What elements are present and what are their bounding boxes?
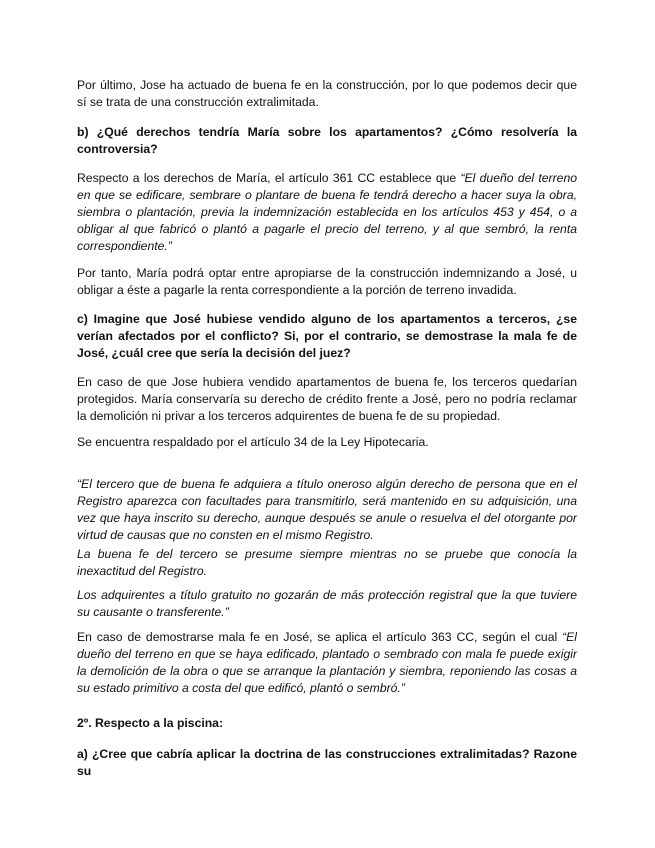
question-a-heading: a) ¿Cree que cabría aplicar la doctrina de las construcciones extralimitadas? Razone su (77, 747, 577, 778)
paragraph-good-faith-conclusion: Por último, Jose ha actuado de buena fe en la construcción, por lo que podemos decir que sí se trata de una construcción extralimitada. (77, 78, 577, 109)
paragraph-ley-hipotecaria: Se encuentra respaldado por el artículo 34 de la Ley Hipotecaria. (77, 435, 429, 449)
quote-article-34-part1: “El tercero que de buena fe adquiera a título oneroso algún derecho de persona que en el Registro aparezca con facultades para transmitirlo, será mantenido en su adquisición, una vez que haya inscrito su derecho, aunque después se anule o resuelva el del otorgante por virtud de causas que no consten en el mismo Registro. (77, 477, 577, 542)
article-363-intro: En caso de demostrarse mala fe en José, se aplica el artículo 363 CC, según el cual (77, 630, 563, 644)
paragraph-maria-options: Por tanto, María podrá optar entre apropiarse de la construcción indemnizando a José, u obligar a éste a pagarle la renta correspondiente a la porción de terreno invadida. (77, 266, 577, 297)
paragraph-third-parties: En caso de que Jose hubiera vendido apartamentos de buena fe, los terceros quedarían protegidos. María conservaría su derecho de crédito frente a José, pero no podría reclamar la demolición ni privar a los terceros adquirentes de buena fe de su propiedad. (77, 375, 577, 423)
question-c-heading: c) Imagine que José hubiese vendido alguno de los apartamentos a terceros, ¿se verían afectados por el conflicto? Si, por el contrario, se demostrase la mala fe de José, ¿cuál cree que sería la decisión del juez? (77, 312, 577, 360)
article-363-quote: “El dueño del terreno en que se haya edificado, plantado o sembrado con mala fe puede exigir la demolición de la obra o que se arranque la plantación y siembra, reponiendo las cosas a su estado primitivo a costa del que edificó, plantó o sembró.” (77, 630, 577, 695)
article-361-intro: Respecto a los derechos de María, el artículo 361 CC establece que (77, 171, 461, 185)
article-361-quote: “El dueño del terreno en que se edificare, sembrare o plantare de buena fe tendrá derecho a hacer suya la obra, siembra o plantación, previa la indemnización establecida en los artículos 453 y 454, o a obligar al que fabricó o plantó a pagarle el precio del terreno, y al que sembró, la renta correspondiente.” (77, 171, 578, 253)
paragraph-article-361 (77, 170, 577, 255)
quote-article-34-part2: La buena fe del tercero se presume siempre mientras no se pruebe que conocía la inexactitud del Registro. (77, 547, 577, 578)
section-2-heading: 2º. Respecto a la piscina: (77, 716, 224, 730)
question-b-heading: b) ¿Qué derechos tendría María sobre los apartamentos? ¿Cómo resolvería la controversia? (77, 125, 577, 156)
paragraph-article-363 (77, 629, 577, 697)
quote-article-34-part3: Los adquirentes a título gratuito no gozarán de más protección registral que la que tuviere su causante o transferente.” (77, 588, 577, 619)
